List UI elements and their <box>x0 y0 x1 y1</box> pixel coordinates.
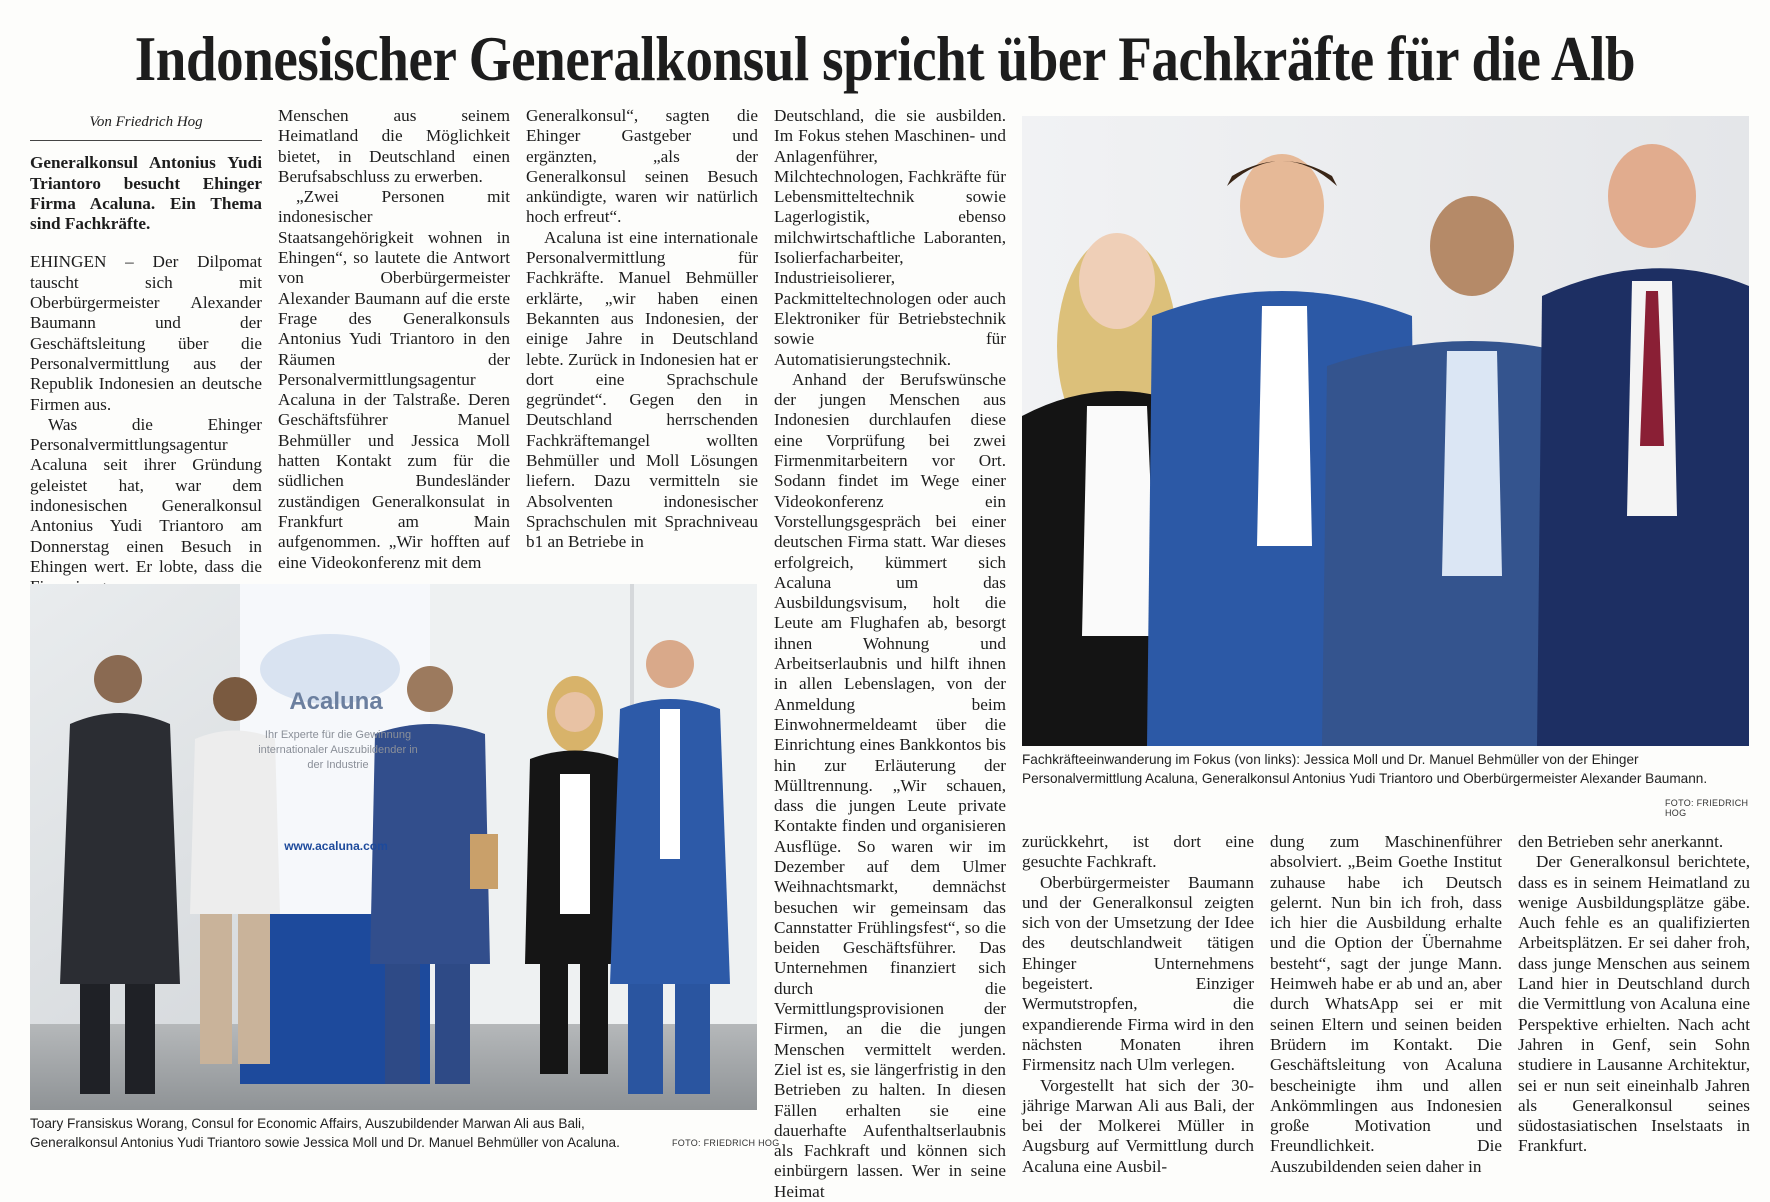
article-column-7 <box>1518 832 1750 1172</box>
photo-group-acaluna <box>30 584 757 1110</box>
photo-right-caption: Fachkräfteeinwanderung im Fokus (von links): Jessica Moll und Dr. Manuel Behmüller von der Ehinger Personalvermittlung Acaluna, Generalkonsul Antonius Yudi Triantoro und Oberbürgermeister Alexander Baumann. <box>1022 752 1708 786</box>
headline: Indonesischer Generalkonsul spricht über Fachkräfte für die Alb <box>134 23 1636 94</box>
article-column-5 <box>1022 832 1254 1176</box>
banner-brand: Acaluna <box>289 688 383 715</box>
paragraph: dung zum Maschinenführer absolviert. „Beim Goethe Institut zuhause habe ich Deutsch gelernt. Nun bin ich froh, dass ich hier die Ausbildung erhalte und die Option der Übernahme besteht“, sagt der junge Mann. Heimweh habe er ab und an, aber durch WhatsApp sei er mit seinen Eltern und seinen beiden Brüdern im Kontakt. Die Geschäftsleitung von Acaluna bescheinigte ihm und allen Ankömmlingen aus Indonesien große Motivation und Freundlichkeit. Die Auszubildenden seien daher in <box>1270 832 1502 1176</box>
photo-portrait-illustration <box>1022 116 1749 746</box>
lead-text: Generalkonsul Antonius Yudi Triantoro besucht Ehinger Firma Acaluna. Ein Thema sind Fachkräfte. <box>30 153 262 234</box>
photo-left-caption: Toary Fransiskus Worang, Consul for Economic Affairs, Auszubildender Marwan Ali aus Bali, Generalkonsul Antonius Yudi Triantoro sowie Jessica Moll und Dr. Manuel Behmüller von Acaluna. <box>30 1116 620 1150</box>
paragraph: Acaluna ist eine internationale Personalvermittlung für Fachkräfte. Manuel Behmüller erklärte, „wir haben einen Bekannten aus Indonesien, der einige Jahre in Deutschland lebte. Zurück in Indonesien hat er dort eine Sprachschule gegründet“. Gegen den in Deutschland herrschenden Fachkräftemangel wollten Behmüller und Moll Lösungen liefern. Dazu vermitteln sie Absolventen indonesischer Sprachschulen mit Sprachniveau b1 an Betriebe in <box>526 227 758 552</box>
paragraph: Menschen aus seinem Heimatland die Möglichkeit bietet, in Deutschland einen Berufsabschluss zu erwerben. <box>278 106 510 186</box>
paragraph: Anhand der Berufswünsche der jungen Menschen aus Indonesien durchlaufen diese eine Vorprüfung bei zwei Firmenmitarbeitern vor Ort. Sodann findet im Wege einer Videokonferenz ein Vorstellungsgespräch bei einer deutschen Firma statt. War dieses erfolgreich, kümmert sich Acaluna um das Ausbildungsvisum, holt die Leute am Flughafen ab, besorgt ihnen Wohnung und Arbeitserlaubnis und hilft ihnen in allen Lebenslagen, von der Anmeldung beim Einwohnermeldeamt über die Einrichtung eines Bankkontos bis hin zur Erläuterung der Mülltrennung. „Wir schauen, dass die jungen Leute private Kontakte finden und organisieren Ausflüge. So waren wir im Dezember auf dem Ulmer Weihnachtsmarkt, demnächst besuchen wir gemeinsam das Cannstatter Frühlingsfest“, so die beiden Geschäftsführer. Das Unternehmen finanziert sich durch die Vermittlungsprovisionen der Firmen, an die die jungen Menschen vermittelt werden. Ziel ist es, sie längerfristig in den Betrieben zu halten. In diesen Fällen erhalten sie eine dauerhafte Aufenthaltserlaubnis als Fachkraft und können sich einbürgern lassen. Wer in seine Heimat <box>774 369 1006 1201</box>
paragraph: Deutschland, die sie ausbilden. Im Fokus stehen Maschinen- und Anlagenführer, Milchtechnologen, Fachkräfte für Lebensmitteltechnik sowie Lagerlogistik, ebenso milchwirtschaftliche Laboranten, Isolierfacharbeiter, Industrieisolierer, Packmitteltechnologen oder auch Elektroniker für Betriebstechnik sowie für Automatisierungstechnik. <box>774 106 1006 369</box>
paragraph: Vorgestellt hat sich der 30-jährige Marwan Ali aus Bali, der bei der Molkerei Müller in Augsburg auf Vermittlung durch Acaluna eine Ausbil- <box>1022 1075 1254 1176</box>
banner-tagline: Ihr Experte für die Gewinnung internationaler Auszubildender in der Industrie <box>258 729 418 771</box>
paragraph: „Zwei Personen mit indonesischer Staatsangehörigkeit wohnen in Ehingen“, so lautete die Antwort von Oberbürgermeister Alexander Baumann auf die erste Frage des Generalkonsuls Antonius Yudi Triantoro in den Räumen der Personalvermittlungsagentur Acaluna in der Talstraße. Deren Geschäftsführer Manuel Behmüller und Jessica Moll hatten Kontakt zum für die südlichen Bundesländer zuständigen Generalkonsulat in Frankfurt am Main aufgenommen. „Wir hofften auf eine Videokonferenz mit dem <box>278 187 510 572</box>
paragraph: Generalkonsul“, sagten die Ehinger Gastgeber und ergänzten, „als der Generalkonsul seinen Besuch ankündigte, waren wir natürlich hoch erfreut“. <box>526 106 758 227</box>
photo-right-credit: FOTO: FRIEDRICH HOG <box>1665 798 1749 818</box>
article-column-6 <box>1270 832 1502 1176</box>
banner-url: www.acaluna.com <box>284 839 388 853</box>
paragraph: EHINGEN – Der Dilpomat tauscht sich mit Oberbürgermeister Alexander Baumann und der Geschäftsleitung über die Personalvermittlung aus der Republik Indonesien an deutsche Firmen aus. <box>30 252 262 414</box>
paragraph: zurückkehrt, ist dort eine gesuchte Fachkraft. <box>1022 832 1254 872</box>
paragraph: Der Generalkonsul berichtete, dass es in seinem Heimatland zu wenige Ausbildungsplätze gäbe. Auch fehle es an qualifizierten Arbeitsplätzen. Er sei daher froh, dass junge Menschen aus seinem Land hier in Deutschland durch die Vermittlung von Acaluna eine Perspektive erhielten. Nach acht Jahren in Genf, sein Sohn studiere in Lausanne Architektur, sei er nun seit eineinhalb Jahren als Generalkonsul seines südostasiatischen Inselstaats in Frankfurt. <box>1518 852 1750 1156</box>
photo-left-credit: FOTO: FRIEDRICH HOG <box>672 1138 780 1148</box>
paragraph: Oberbürgermeister Baumann und der Generalkonsul zeigten sich von der Umsetzung der Idee des deutschlandweit tätigen Ehinger Unternehmens begeistert. Einziger Wermutstropfen, die expandierende Firma wird in den nächsten Monaten ihren Firmensitz nach Ulm verlegen. <box>1022 872 1254 1075</box>
article-column-4 <box>774 106 1006 1201</box>
article-column-2 <box>278 106 510 578</box>
byline: Von Friedrich Hog <box>30 108 262 141</box>
paragraph: Was die Ehinger Personalvermittlungsagentur Acaluna seit ihrer Gründung geleistet hat, war dem indonesischen Generalkonsul Antonius Yudi Triantoro am Donnerstag einen Besuch in Ehingen wert. Er lobte, dass die <box>30 414 262 576</box>
photo-portrait-four <box>1022 116 1749 746</box>
article-column-1 <box>30 108 262 578</box>
article-column-3 <box>526 106 758 578</box>
paragraph: den Betrieben sehr anerkannt. <box>1518 832 1724 851</box>
